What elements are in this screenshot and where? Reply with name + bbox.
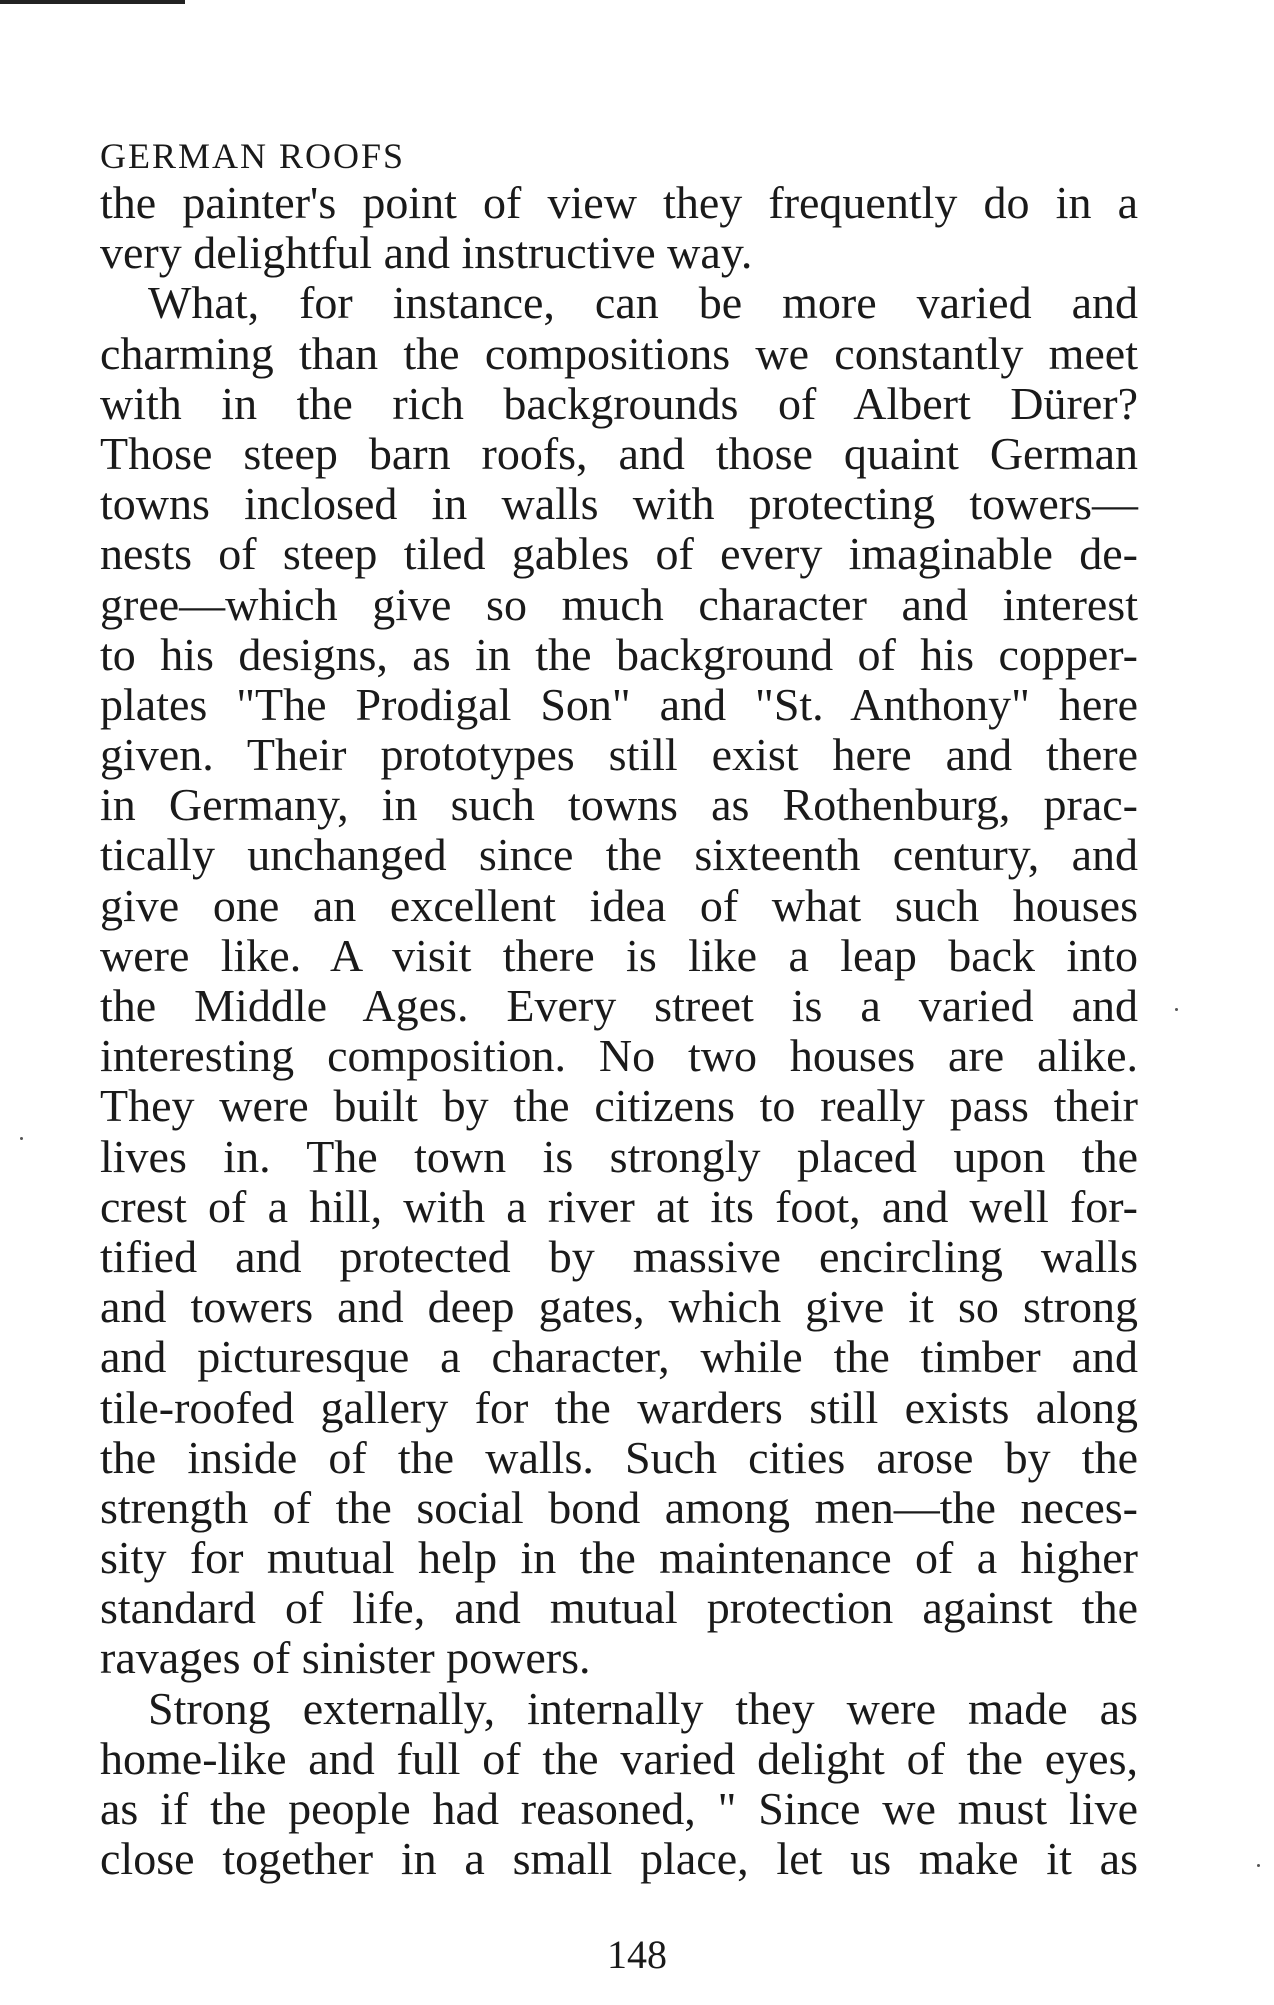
text-line: the Middle Ages. Every street is a varied and xyxy=(100,980,1138,1031)
text-line: give one an excellent idea of what such houses xyxy=(100,879,1138,931)
text-line: and towers and deep gates, which give it so strong xyxy=(100,1281,1138,1333)
text-line: very delightful and instructive way. xyxy=(100,227,753,279)
text-line: gree—which give so much character and interest xyxy=(100,578,1138,630)
body-text xyxy=(100,178,1138,1884)
page-number: 148 xyxy=(607,1932,667,1977)
text-line: tified and protected by massive encircling walls xyxy=(100,1230,1138,1282)
text-line: nests of steep tiled gables of every imaginable de- xyxy=(100,528,1138,580)
text-line: given. Their prototypes still exist here and there xyxy=(100,729,1138,781)
text-line: tile-roofed gallery for the warders still exists along xyxy=(100,1381,1138,1433)
text-line: standard of life, and mutual protection against the xyxy=(100,1582,1138,1634)
text-line: towns inclosed in walls with protecting towers— xyxy=(100,478,1138,530)
text-line: home-like and full of the varied delight of the eyes, xyxy=(100,1732,1138,1784)
print-speck xyxy=(20,1137,23,1140)
text-line: close together in a small place, let us make it as xyxy=(100,1833,1138,1885)
print-speck xyxy=(1257,1864,1260,1867)
text-line: were like. A visit there is like a leap back into xyxy=(100,929,1138,981)
running-head: GERMAN ROOFS xyxy=(100,136,406,176)
text-line: They were built by the citizens to really pass their xyxy=(100,1080,1138,1132)
text-line: and picturesque a character, while the timber and xyxy=(100,1331,1138,1383)
text-line: in Germany, in such towns as Rothenburg, prac- xyxy=(100,779,1138,831)
text-line: Those steep barn roofs, and those quaint German xyxy=(100,427,1138,479)
top-rule xyxy=(0,0,185,4)
text-line: lives in. The town is strongly placed upon the xyxy=(100,1130,1138,1182)
print-speck xyxy=(1175,1008,1178,1011)
text-line: to his designs, as in the background of his copper- xyxy=(100,628,1138,680)
text-line: charming than the compositions we constantly meet xyxy=(100,327,1138,379)
text-line: with in the rich backgrounds of Albert Dürer? xyxy=(100,377,1138,429)
text-line: plates "The Prodigal Son" and "St. Anthony" here xyxy=(100,678,1138,730)
text-line: crest of a hill, with a river at its foot, and well for- xyxy=(100,1180,1138,1232)
text-line: the painter's point of view they frequently do in a xyxy=(100,177,1138,228)
text-line: Strong externally, internally they were made as xyxy=(148,1682,1138,1734)
text-line: interesting composition. No two houses are alike. xyxy=(100,1030,1138,1082)
text-line: ravages of sinister powers. xyxy=(100,1632,591,1684)
text-line: the inside of the walls. Such cities arose by the xyxy=(100,1431,1138,1483)
text-line: strength of the social bond among men—the neces- xyxy=(100,1481,1138,1533)
text-line: What, for instance, can be more varied and xyxy=(148,277,1138,329)
text-line: as if the people had reasoned, " Since we must live xyxy=(100,1783,1138,1834)
text-line: tically unchanged since the sixteenth century, and xyxy=(100,829,1138,881)
text-line: sity for mutual help in the maintenance of a higher xyxy=(100,1532,1138,1584)
